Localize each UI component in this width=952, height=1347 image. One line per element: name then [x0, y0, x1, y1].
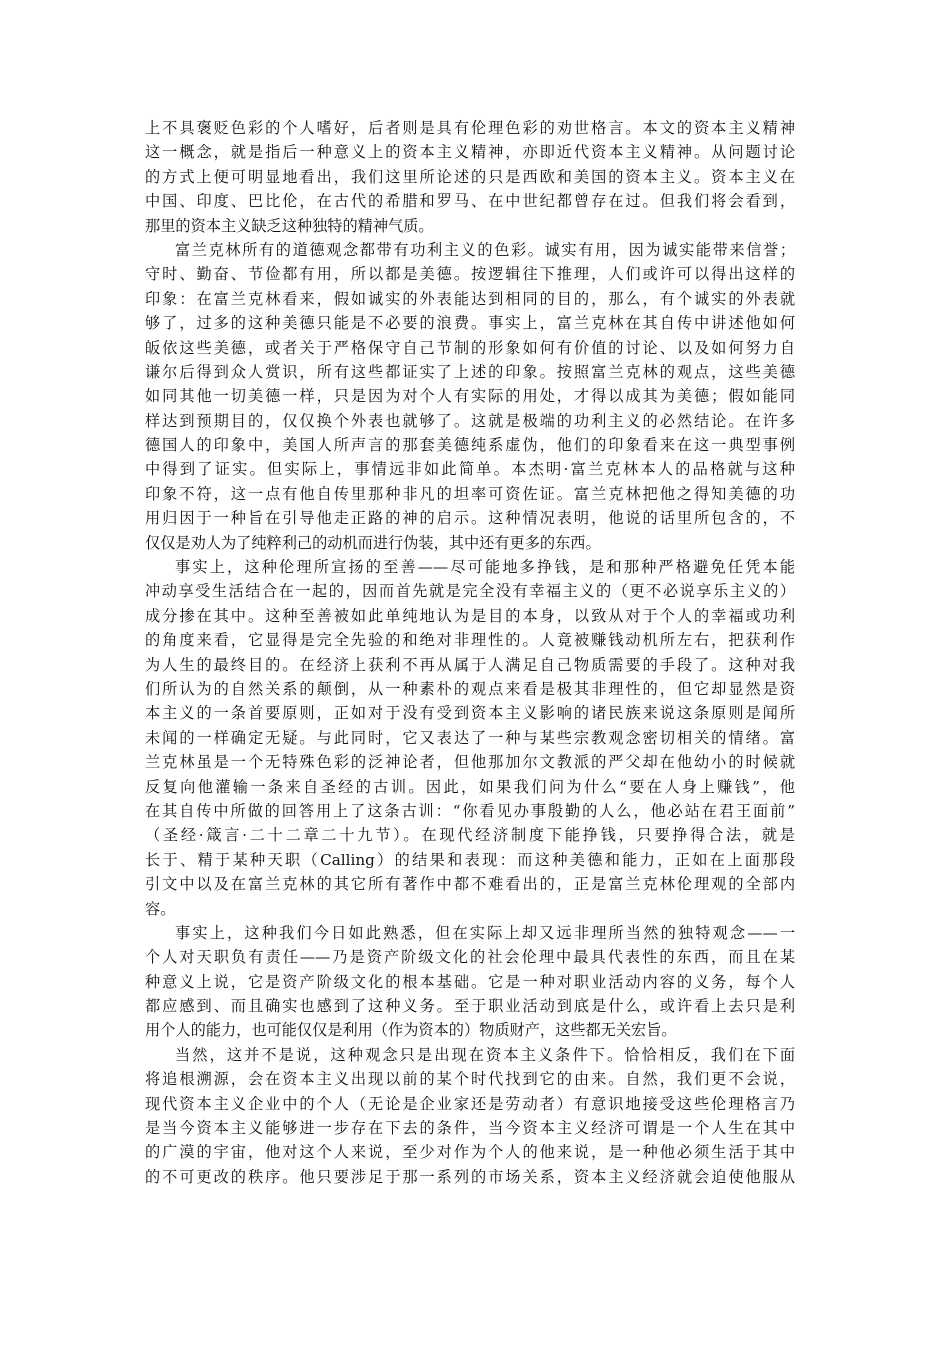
text-line: 印象：在富兰克林看来，假如诚实的外表能达到相同的目的，那么，有个诚实的外表就 [145, 289, 795, 308]
text-line: 将追根溯源，会在资本主义出现以前的某个时代找到它的由来。自然，我们更不会说， [145, 1070, 795, 1089]
text-line: 本主义的一条首要原则，正如对于没有受到资本主义影响的诸民族来说这条原则是闻所 [145, 704, 795, 723]
text-line: 现代资本主义企业中的个人（无论是企业家还是劳动者）有意识地接受这些伦理格言乃 [145, 1094, 795, 1113]
text-line: 的角度来看，它显得是完全先验的和绝对非理性的。人竟被赚钱动机所左右，把获利作 [145, 631, 795, 650]
text-line: 样达到预期目的，仅仅换个外表也就够了。这就是极端的功利主义的必然结论。在许多 [145, 411, 795, 430]
text-line: 长于、精于某种天职（Calling）的结果和表现：而这种美德和能力，正如在上面那段 [145, 850, 795, 869]
text-line: 事实上，这种我们今日如此熟悉，但在实际上却又远非理所当然的独特观念——一 [175, 923, 795, 942]
text-line: 引文中以及在富兰克林的其它所有著作中都不难看出的，正是富兰克林伦理观的全部内 [145, 875, 795, 894]
text-line: 冲动享受生活结合在一起的，因而首先就是完全没有幸福主义的（更不必说享乐主义的） [145, 582, 795, 601]
text-line: 如同其他一切美德一样，只是因为对个人有实际的用处，才得以成其为美德；假如能同 [145, 387, 795, 406]
paragraph [145, 116, 795, 238]
paragraph [145, 1043, 795, 1189]
document-body [145, 116, 795, 1189]
text-line: 印象不符，这一点有他自传里那种非凡的坦率可资佐证。富兰克林把他之得知美德的功 [145, 484, 795, 503]
text-line: 够了，过多的这种美德只能是不必要的浪费。事实上，富兰克林在其自传中讲述他如何 [145, 314, 795, 333]
text-line: 是当今资本主义能够进一步存在下去的条件，当今资本主义经济可谓是一个人生在其中 [145, 1119, 795, 1138]
text-line: 都应感到、而且确实也感到了这种义务。至于职业活动到底是什么，或许看上去只是利 [145, 997, 795, 1016]
text-line: 为人生的最终目的。在经济上获利不再从属于人满足自己物质需要的手段了。这种对我 [145, 655, 795, 674]
text-line: 用个人的能力，也可能仅仅是利用（作为资本的）物质财产，这些都无关宏旨。 [145, 1021, 677, 1040]
text-line: 这一概念，就是指后一种意义上的资本主义精神，亦即近代资本主义精神。从问题讨论 [145, 143, 795, 162]
text-line: 那里的资本主义缺乏这种独特的精神气质。 [145, 216, 434, 235]
text-line: 个人对天职负有责任——乃是资产阶级文化的社会伦理中最具代表性的东西，而且在某 [145, 948, 795, 967]
text-line: 的不可更改的秩序。他只要涉足于那一系列的市场关系，资本主义经济就会迫使他服从 [145, 1167, 795, 1186]
text-line: 用归因于一种旨在引导他走正路的神的启示。这种情况表明，他说的话里所包含的，不 [145, 509, 795, 528]
text-line: 成分掺在其中。这种至善被如此单纯地认为是目的本身，以致从对于个人的幸福或功利 [145, 606, 795, 625]
text-line: 仅仅是劝人为了纯粹利己的动机而进行伪装，其中还有更多的东西。 [145, 533, 601, 552]
paragraph [145, 238, 795, 555]
text-line: 种意义上说，它是资产阶级文化的根本基础。它是一种对职业活动内容的义务，每个人 [145, 972, 795, 991]
text-line: 未闻的一样确定无疑。与此同时，它又表达了一种与某些宗教观念密切相关的情绪。富 [145, 728, 795, 747]
text-line: 反复向他灌输一条来自圣经的古训。因此，如果我们问为什么“要在人身上赚钱”，他 [145, 777, 795, 796]
text-line: 事实上，这种伦理所宣扬的至善——尽可能地多挣钱，是和那种严格避免任凭本能 [175, 558, 795, 577]
text-line: 上不具褒贬色彩的个人嗜好，后者则是具有伦理色彩的劝世格言。本文的资本主义精神 [145, 119, 795, 137]
text-line: 兰克林虽是一个无特殊色彩的泛神论者，但他那加尔文教派的严父却在他幼小的时候就 [145, 753, 795, 772]
text-line: 中国、印度、巴比伦，在古代的希腊和罗马、在中世纪都曾存在过。但我们将会看到， [145, 192, 795, 211]
text-line: 中得到了证实。但实际上，事情远非如此简单。本杰明·富兰克林本人的品格就与这种 [145, 460, 795, 479]
text-line: 皈依这些美德，或者关于严格保守自己节制的形象如何有价值的讨论、以及如何努力自 [145, 338, 795, 357]
text-line: 的方式上便可明显地看出，我们这里所论述的只是西欧和美国的资本主义。资本主义在 [145, 167, 795, 186]
text-line: 守时、勤奋、节俭都有用，所以都是美德。按逻辑往下推理，人们或许可以得出这样的 [145, 265, 795, 284]
text-line: 在其自传中所做的回答用上了这条古训：“你看见办事殷勤的人么，他必站在君王面前” [145, 801, 795, 820]
text-line: 容。 [145, 899, 176, 918]
text-line: 德国人的印象中，美国人所声言的那套美德纯系虚伪，他们的印象看来在这一典型事例 [145, 436, 795, 455]
text-line: 的广漠的宇宙，他对这个人来说，至少对作为个人的他来说，是一种他必须生活于其中 [145, 1143, 795, 1162]
text-line: 谦尔后得到众人赏识，所有这些都证实了上述的印象。按照富兰克林的观点，这些美德 [145, 362, 795, 381]
text-line: 们所认为的自然关系的颠倒，从一种素朴的观点来看是极其非理性的，但它却显然是资 [145, 679, 795, 698]
text-line: 当然，这并不是说，这种观念只是出现在资本主义条件下。恰恰相反，我们在下面 [175, 1045, 795, 1064]
paragraph [145, 555, 795, 921]
paragraph [145, 921, 795, 1043]
text-line: 富兰克林所有的道德观念都带有功利主义的色彩。诚实有用，因为诚实能带来信誉； [175, 240, 795, 259]
text-line: （圣经·箴言·二十二章二十九节）。在现代经济制度下能挣钱，只要挣得合法，就是 [145, 826, 795, 845]
